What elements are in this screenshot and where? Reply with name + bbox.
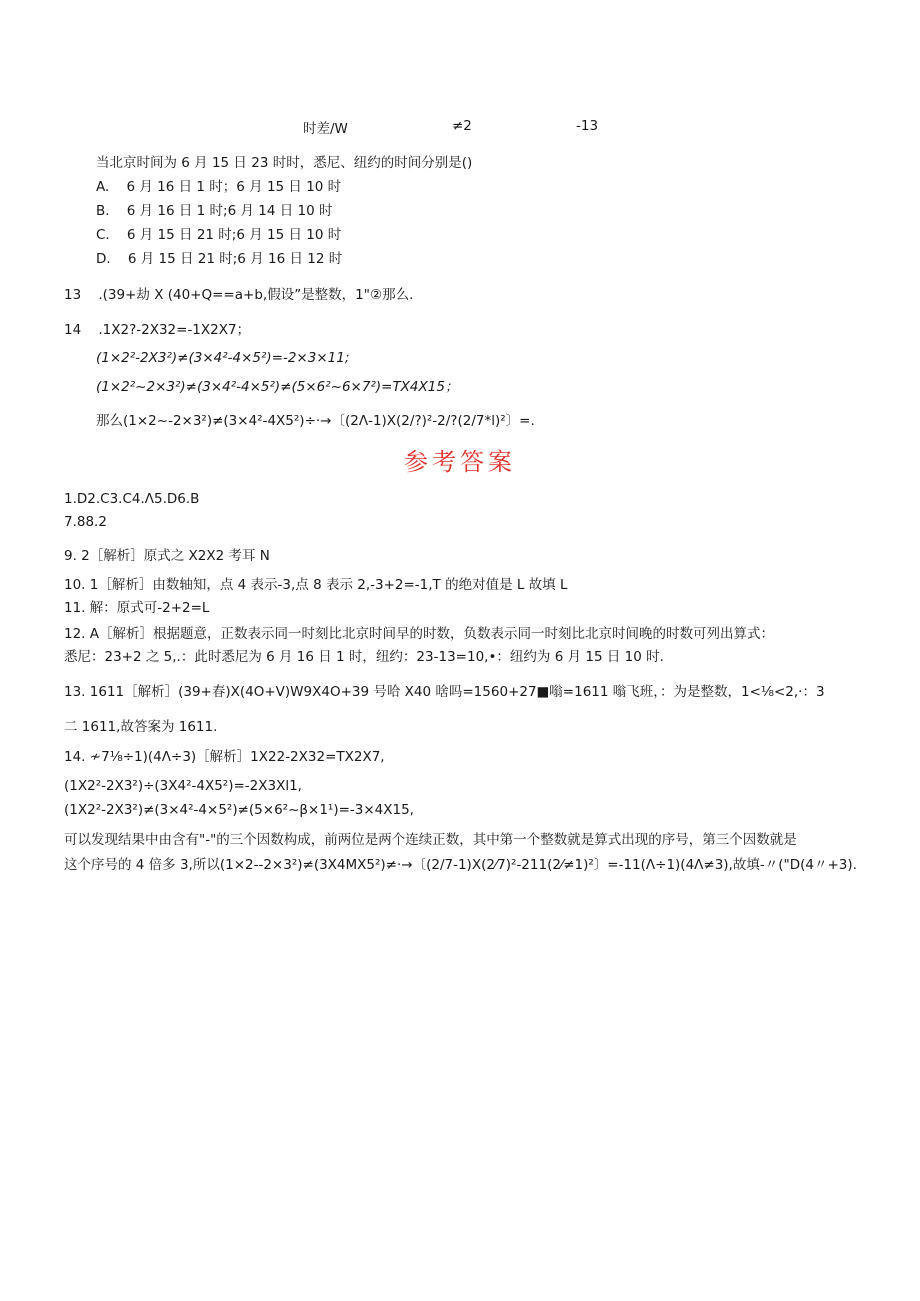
answers-title: 参考答案 (404, 448, 516, 476)
question-12-stem: 当北京时间为 6 月 15 日 23 时时，悉尼、纽约的时间分别是() (96, 155, 473, 171)
table-row-value-2: -13 (576, 118, 599, 134)
option-text: 6 月 16 日 1 时;6 月 14 日 10 时 (126, 203, 333, 219)
table-row-value-1: ≠2 (452, 118, 472, 134)
question-13 (64, 286, 413, 304)
question-text: .1X2?-2X32=-1X2X7； (98, 322, 251, 338)
table-row-label: 时差/W (303, 121, 348, 137)
question-number: 14 (64, 322, 82, 338)
answer-12-line-2: 悉尼：23+2 之 5,.：此时悉尼为 6 月 16 日 1 时，纽约：23-13=10,•：纽约为 6 月 15 日 10 时. (64, 649, 664, 665)
question-14-line-1 (64, 321, 250, 339)
option-key: D. (96, 251, 111, 267)
option-key: A. (96, 179, 110, 195)
question-14-line-2: (1×2²-2X3²)≠(3×4²-4×5²)=-2×3×11; (96, 350, 350, 366)
answer-11: 11. 解：原式可-2+2=L (64, 600, 210, 616)
option-text: 6 月 15 日 21 时;6 月 15 日 10 时 (126, 227, 342, 243)
question-12-option-d (96, 250, 342, 268)
option-key: B. (96, 203, 110, 219)
answer-14-line-4: 可以发现结果中由含有"-"的三个因数构成，前两位是两个连续正数，其中第一个整数就是算式出现的序号，第三个因数就是 (64, 832, 797, 848)
question-12-option-b (96, 202, 333, 220)
answer-14-line-1: 14. ≁7⅛÷1)(4Λ÷3)［解析］1X22-2X32=TX2X7, (64, 749, 385, 765)
option-text: 6 月 16 日 1 时；6 月 15 日 10 时 (126, 179, 342, 195)
question-12-option-c (96, 226, 341, 244)
option-text: 6 月 15 日 21 时;6 月 16 日 12 时 (127, 251, 343, 267)
answers-line-1: 1.D2.C3.C4.Λ5.D6.B (64, 491, 200, 507)
answer-9: 9. 2［解析］原式之 X2X2 考耳 N (64, 548, 270, 564)
answer-14-line-3: (1X2²-2X3²)≠(3×4²-4×5²)≠(5×6²~β×1¹)=-3×4X15, (64, 802, 414, 818)
answer-14-line-5: 这个序号的 4 倍多 3,所以(1×2--2×3²)≠(3X4MX5²)≠·→〔(2/7-1)X(2⁄7)²-211(2⁄≠1)²〕=-11(Λ÷1)(4Λ≠3),故填-〃("D(4〃+3). (64, 857, 857, 873)
question-number: 13 (64, 287, 82, 303)
answer-13-line-1: 13. 1611［解析］(39+春)X(4O+V)W9X4O+39 号哈 X40 啥吗=1560+27■嗡=1611 嗡飞班，：为是整数，1<⅛<2,·：3 (64, 684, 825, 700)
option-key: C. (96, 227, 110, 243)
question-text: .(39+劫 X (40+Q==a+b,假设”是整数，1"②那么. (98, 287, 414, 303)
question-14-line-4: 那么(1×2~-2×3²)≠(3×4²-4X5²)÷·→〔(2Λ-1)X(2/?)²-2/?(2/7*l)²〕=. (96, 413, 535, 429)
answer-13-line-2: 二 1611,故答案为 1611. (64, 719, 218, 735)
question-14-line-3: (1×2²~2×3²)≠(3×4²-4×5²)≠(5×6²~6×7²)=TX4X15； (96, 379, 459, 395)
answer-10: 10. 1［解析］由数轴知，点 4 表示-3,点 8 表示 2,-3+2=-1,T 的绝对值是 L 故填 L (64, 577, 568, 593)
answer-12-line-1: 12. A［解析］根据题意，正数表示同一时刻比北京时间早的时数，负数表示同一时刻比北京时间晚的时数可列出算式： (64, 626, 774, 642)
question-12-option-a (96, 178, 341, 196)
answer-14-line-2: (1X2²-2X3²)÷(3X4²-4X5²)=-2X3Xl1, (64, 778, 302, 794)
answers-line-2: 7.88.2 (64, 514, 107, 530)
